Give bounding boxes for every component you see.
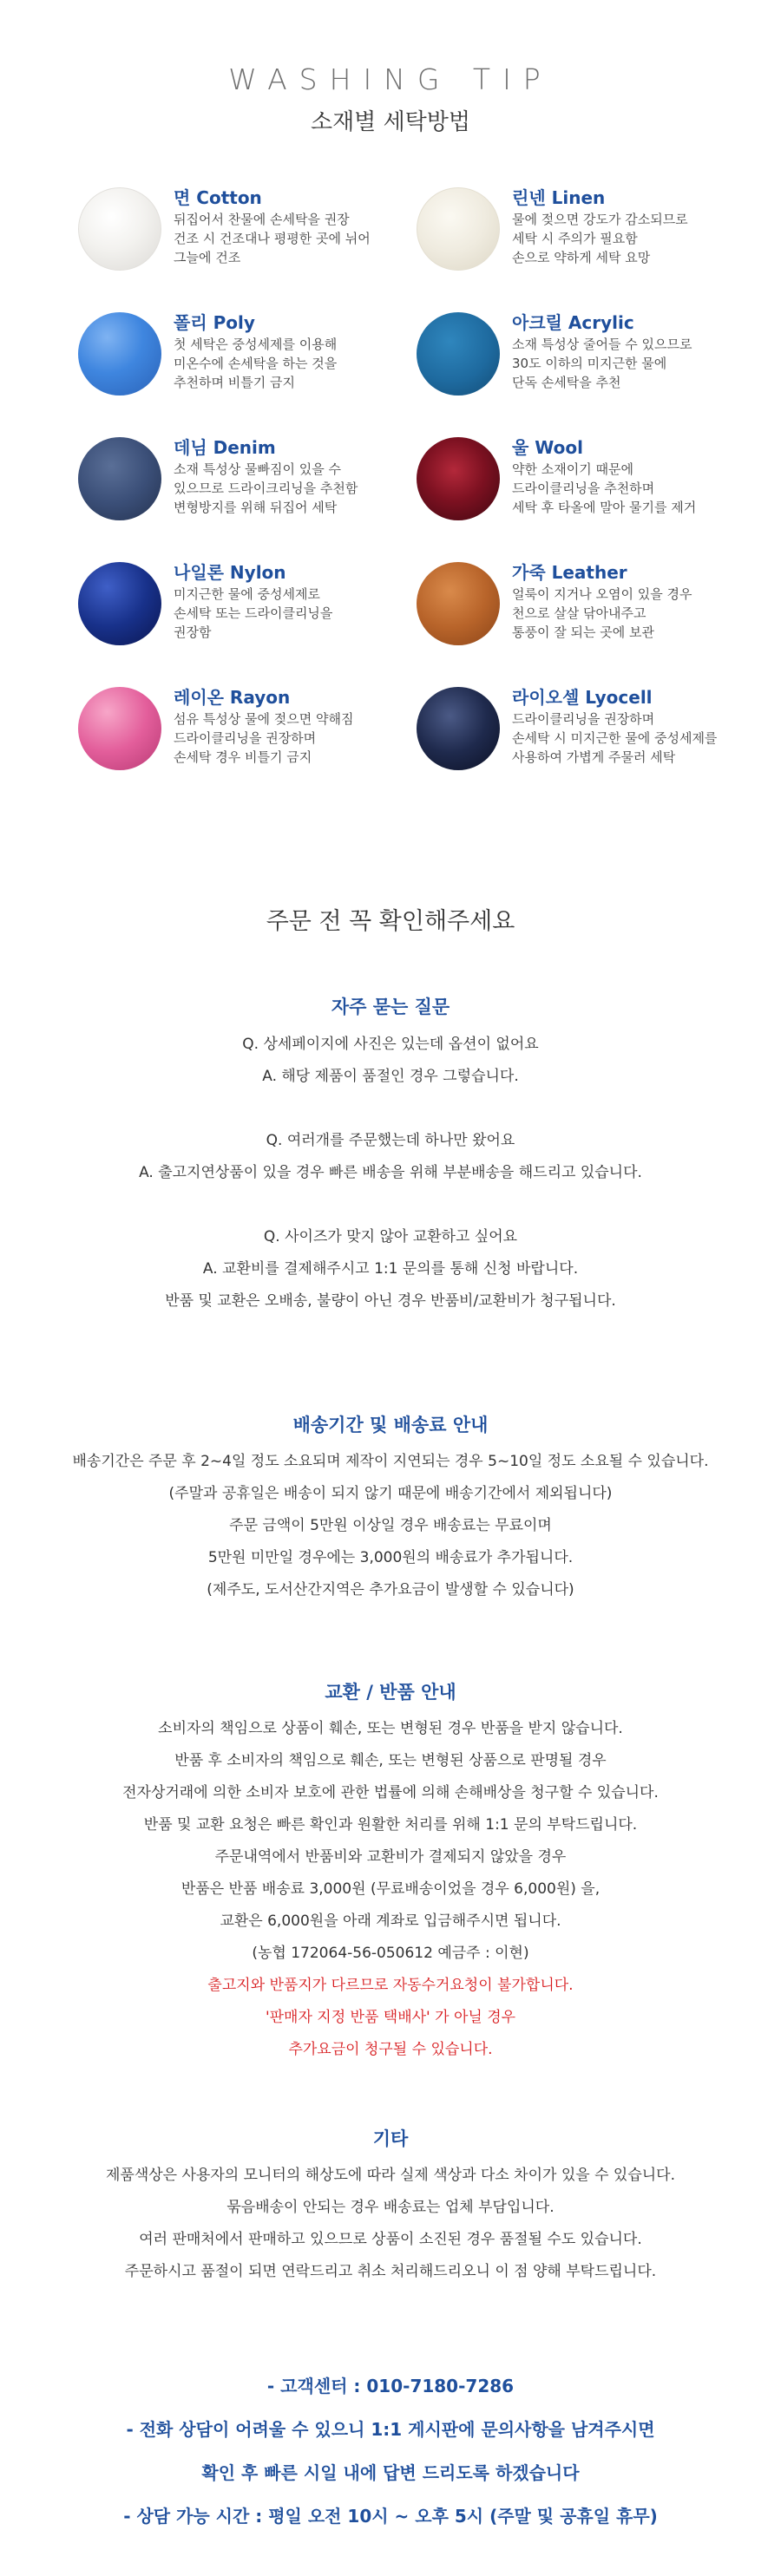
faq-answer: A. 출고지연상품이 있을 경우 빠른 배송을 위해 부분배송을 해드리고 있습니다. bbox=[139, 1164, 642, 1181]
faq-list bbox=[0, 1029, 781, 1317]
fabric-name: 나일론 Nylon bbox=[174, 562, 286, 583]
fabric-item-poly bbox=[78, 309, 425, 413]
fabric-desc-line: 손세탁 경우 비틀기 금지 bbox=[174, 749, 312, 765]
fabric-item-leather bbox=[417, 559, 764, 663]
fabric-desc-line: 세탁 후 타올에 말아 물기를 제거 bbox=[512, 500, 697, 515]
fabric-desc-line: 소재 특성상 물빠짐이 있을 수 bbox=[174, 461, 341, 477]
fabric-desc-line: 드라이클리닝을 권장하며 bbox=[512, 711, 655, 727]
contact-note: 확인 후 빠른 시일 내에 답변 드리도록 하겠습니다 bbox=[201, 2462, 580, 2483]
fabric-item-lyocell bbox=[417, 683, 764, 788]
fabric-desc-line: 미지근한 물에 중성세제로 bbox=[174, 586, 320, 602]
faq-answer: A. 교환비를 결제해주시고 1:1 문의를 통해 신청 바랍니다. bbox=[202, 1260, 579, 1278]
bank-account-info: (농협 172064-56-050612 예금주 : 이현) bbox=[252, 1945, 529, 1962]
fabric-desc-line: 소재 특성상 줄어들 수 있으므로 bbox=[512, 337, 692, 352]
fabric-name: 린넨 Linen bbox=[512, 187, 606, 208]
fabric-item-rayon bbox=[78, 683, 425, 788]
exchange-line: 주문내역에서 반품비와 교환비가 결제되지 않았을 경우 bbox=[214, 1848, 567, 1866]
customer-center-contact bbox=[0, 2364, 781, 2538]
acrylic-swatch-image bbox=[417, 312, 500, 396]
fabric-description bbox=[174, 335, 434, 392]
fabric-description bbox=[174, 585, 434, 642]
fabric-desc-line: 단독 손세탁을 추천 bbox=[512, 375, 621, 390]
fabric-desc-line: 약한 소재이기 때문에 bbox=[512, 461, 633, 477]
fabric-name: 아크릴 Acrylic bbox=[512, 312, 634, 333]
exchange-line: 반품 후 소비자의 책임으로 훼손, 또는 변형된 상품으로 판명될 경우 bbox=[174, 1752, 607, 1769]
leather-swatch-image bbox=[417, 562, 500, 645]
faq-answer: 반품 및 교환은 오배송, 불량이 아닌 경우 반품비/교환비가 청구됩니다. bbox=[165, 1292, 616, 1310]
fabric-desc-line: 첫 세탁은 중성세제를 이용해 bbox=[174, 337, 338, 352]
shipping-line: (주말과 공휴일은 배송이 되지 않기 때문에 배송기간에서 제외됩니다) bbox=[168, 1485, 613, 1502]
fabric-desc-line: 뒤집어서 찬물에 손세탁을 권장 bbox=[174, 212, 350, 227]
fabric-desc-line: 있으므로 드라이크리닝을 추천함 bbox=[174, 481, 358, 496]
fabric-description bbox=[174, 709, 434, 767]
fabric-desc-line: 변형방지를 위해 뒤집어 세탁 bbox=[174, 500, 338, 515]
fabric-desc-line: 드라이클리닝을 추천하며 bbox=[512, 481, 655, 496]
fabric-desc-line: 건조 시 건조대나 평평한 곳에 뉘어 bbox=[174, 231, 371, 246]
fabric-desc-line: 손으로 약하게 세탁 요망 bbox=[512, 250, 651, 265]
shipping-info bbox=[0, 1446, 781, 1606]
rayon-swatch-image bbox=[78, 687, 161, 770]
exchange-line: 교환은 6,000원을 아래 계좌로 입금해주시면 됩니다. bbox=[220, 1912, 561, 1930]
etc-line: 여러 판매처에서 판매하고 있으므로 상품이 소진된 경우 품절될 수도 있습니다. bbox=[139, 2231, 642, 2248]
fabric-desc-line: 손세탁 또는 드라이클리닝을 bbox=[174, 605, 333, 621]
denim-swatch-image bbox=[78, 437, 161, 520]
nylon-swatch-image bbox=[78, 562, 161, 645]
fabric-desc-line: 얼룩이 지거나 오염이 있을 경우 bbox=[512, 586, 692, 602]
fabric-desc-line: 섬유 특성상 물에 젖으면 약해짐 bbox=[174, 711, 354, 727]
shipping-line: 5만원 미만일 경우에는 3,000원의 배송료가 추가됩니다. bbox=[207, 1549, 574, 1566]
fabric-name: 레이온 Rayon bbox=[174, 687, 291, 708]
return-warning-line: '판매자 지정 반품 택배사' 가 아닐 경우 bbox=[265, 2009, 516, 2026]
fabric-desc-line: 사용하여 가볍게 주물러 세탁 bbox=[512, 749, 676, 765]
fabric-desc-line: 드라이클리닝을 권장하며 bbox=[174, 730, 317, 746]
shipping-line: (제주도, 도서산간지역은 추가요금이 발생할 수 있습니다) bbox=[207, 1581, 574, 1599]
fabric-name: 폴리 Poly bbox=[174, 312, 255, 333]
fabric-desc-line: 손세탁 시 미지근한 물에 중성세제를 bbox=[512, 730, 718, 746]
fabric-item-nylon bbox=[78, 559, 425, 663]
fabric-description bbox=[512, 335, 772, 392]
exchange-line: 소비자의 책임으로 상품이 훼손, 또는 변형된 경우 반품을 받지 않습니다. bbox=[158, 1720, 623, 1737]
fabric-desc-line: 미온수에 손세탁을 하는 것을 bbox=[174, 356, 338, 371]
fabric-desc-line: 30도 이하의 미지근한 물에 bbox=[512, 356, 667, 371]
washing-tip-subtitle: 소재별 세탁방법 bbox=[310, 109, 471, 135]
order-notice-title: 주문 전 꼭 확인해주세요 bbox=[266, 908, 515, 935]
consultation-hours: - 상담 가능 시간 : 평일 오전 10시 ~ 오후 5시 (주말 및 공휴일 휴무) bbox=[123, 2506, 658, 2527]
fabric-desc-line: 추천하며 비틀기 금지 bbox=[174, 375, 295, 390]
fabric-description bbox=[174, 210, 434, 267]
contact-note: - 전화 상담이 어려울 수 있으니 1:1 게시판에 문의사항을 남겨주시면 bbox=[126, 2419, 655, 2440]
shipping-title: 배송기간 및 배송료 안내 bbox=[292, 1415, 489, 1435]
fabric-desc-line: 천으로 살살 닦아내주고 bbox=[512, 605, 646, 621]
fabric-desc-line: 권장함 bbox=[174, 624, 212, 640]
fabric-description bbox=[512, 210, 772, 267]
fabric-item-linen bbox=[417, 184, 764, 288]
fabric-item-wool bbox=[417, 434, 764, 538]
fabric-description bbox=[512, 585, 772, 642]
fabric-item-denim bbox=[78, 434, 425, 538]
exchange-return-info bbox=[0, 1713, 781, 2066]
return-warning-line: 출고지와 반품지가 다르므로 자동수거요청이 불가합니다. bbox=[207, 1977, 574, 1994]
fabric-desc-line: 통풍이 잘 되는 곳에 보관 bbox=[512, 624, 654, 640]
fabric-name: 가죽 Leather bbox=[512, 562, 627, 583]
fabric-description bbox=[512, 460, 772, 517]
fabric-name: 라이오셀 Lyocell bbox=[512, 687, 653, 708]
exchange-line: 반품은 반품 배송료 3,000원 (무료배송이었을 경우 6,000원) 을, bbox=[180, 1880, 601, 1898]
customer-center-phone: - 고객센터 : 010-7180-7286 bbox=[266, 2376, 515, 2396]
lyocell-swatch-image bbox=[417, 687, 500, 770]
fabric-description bbox=[512, 709, 772, 767]
fabric-name: 데님 Denim bbox=[174, 437, 276, 458]
return-warning-line: 추가요금이 청구될 수 있습니다. bbox=[288, 2041, 493, 2058]
fabric-item-cotton bbox=[78, 184, 425, 288]
faq-title: 자주 묻는 질문 bbox=[331, 997, 450, 1017]
poly-swatch-image bbox=[78, 312, 161, 396]
cotton-swatch-image bbox=[78, 187, 161, 271]
shipping-line: 배송기간은 주문 후 2~4일 정도 소요되며 제작이 지연되는 경우 5~10일 정도 소요될 수 있습니다. bbox=[72, 1453, 709, 1470]
faq-answer: A. 해당 제품이 품절인 경우 그렇습니다. bbox=[262, 1068, 519, 1085]
faq-question: Q. 여러개를 주문했는데 하나만 왔어요 bbox=[266, 1132, 515, 1149]
exchange-return-title: 교환 / 반품 안내 bbox=[325, 1682, 456, 1703]
fabric-description bbox=[174, 460, 434, 517]
shipping-line: 주문 금액이 5만원 이상일 경우 배송료는 무료이며 bbox=[229, 1517, 552, 1534]
faq-question: Q. 사이즈가 맞지 않아 교환하고 싶어요 bbox=[263, 1228, 518, 1246]
fabric-name: 면 Cotton bbox=[174, 187, 262, 208]
exchange-line: 반품 및 교환 요청은 빠른 확인과 원활한 처리를 위해 1:1 문의 부탁드립니다. bbox=[143, 1816, 638, 1834]
faq-question: Q. 상세페이지에 사진은 있는데 옵션이 없어요 bbox=[242, 1036, 539, 1053]
linen-swatch-image bbox=[417, 187, 500, 271]
fabric-desc-line: 그늘에 건조 bbox=[174, 250, 241, 265]
etc-line: 묶음배송이 안되는 경우 배송료는 업체 부담입니다. bbox=[226, 2199, 555, 2216]
fabric-name: 울 Wool bbox=[512, 437, 583, 458]
etc-line: 주문하시고 품절이 되면 연락드리고 취소 처리해드리오니 이 점 양해 부탁드립니다. bbox=[124, 2263, 657, 2280]
etc-info bbox=[0, 2160, 781, 2288]
exchange-line: 전자상거래에 의한 소비자 보호에 관한 법률에 의해 손해배상을 청구할 수 있습니다. bbox=[122, 1784, 659, 1801]
washing-tip-title: WASHING TIP bbox=[228, 62, 553, 96]
fabric-desc-line: 물에 젖으면 강도가 감소되므로 bbox=[512, 212, 688, 227]
fabric-item-acrylic bbox=[417, 309, 764, 413]
etc-line: 제품색상은 사용자의 모니터의 해상도에 따라 실제 색상과 다소 차이가 있을 수 있습니다. bbox=[105, 2167, 676, 2184]
wool-swatch-image bbox=[417, 437, 500, 520]
etc-title: 기타 bbox=[372, 2128, 409, 2149]
fabric-desc-line: 세탁 시 주의가 필요함 bbox=[512, 231, 638, 246]
